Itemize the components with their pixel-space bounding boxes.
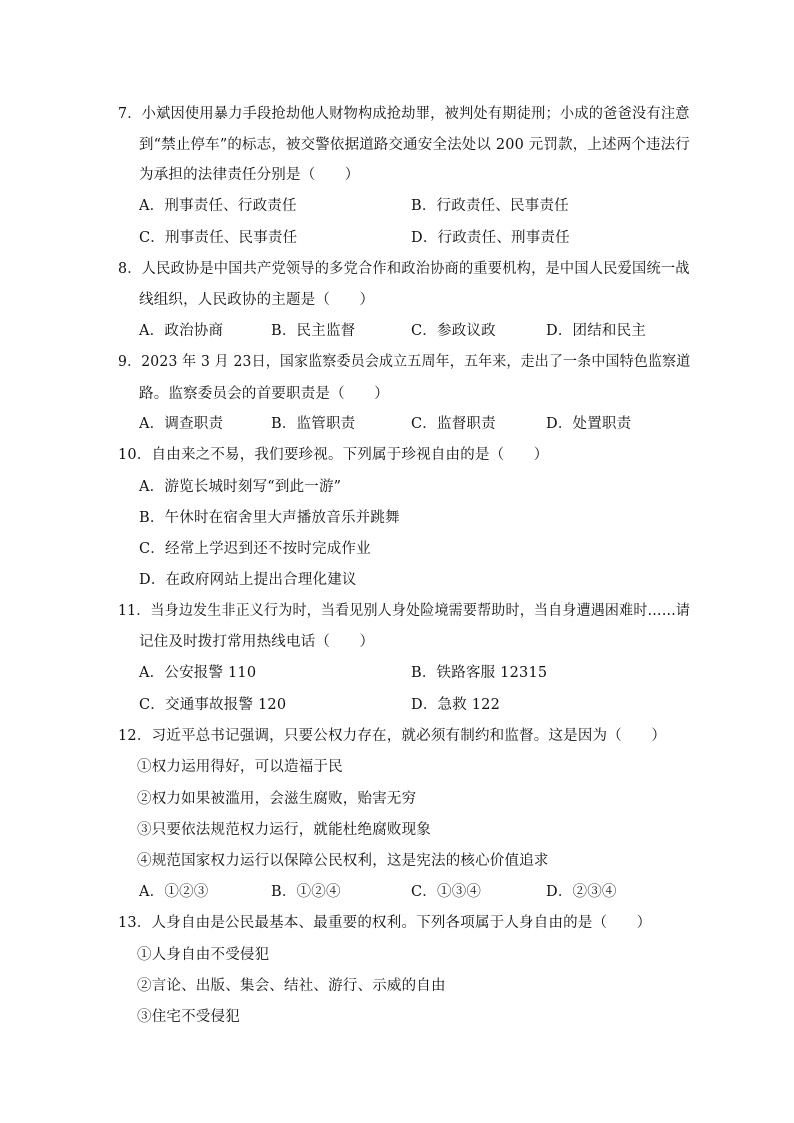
q12-option-d: D．②③④ <box>546 884 617 900</box>
q12-option-a: A．①②③ <box>139 884 209 900</box>
q8-option-b: B．民主监督 <box>271 323 356 339</box>
q11-option-a: A．公安报警 110 <box>139 665 257 681</box>
q12-item-3: ③只要依法规范权力运行，就能杜绝腐败现象 <box>137 822 431 838</box>
q12-option-b: B．①②④ <box>271 884 341 900</box>
q12-stem-line-1: 12．习近平总书记强调，只要公权力存在，就必须有制约和监督。这是因为（ ） <box>118 728 667 744</box>
q11-option-c: C．交通事故报警 120 <box>139 697 287 713</box>
q8-stem-line-2: 线组织，人民政协的主题是（ ） <box>139 292 375 308</box>
q11-stem-line-1: 11．当身边发生非正义行为时，当看见别人身处险境需要帮助时，当自身遭遇困难时……请 <box>118 603 691 619</box>
q7-option-a: A．刑事责任、行政责任 <box>139 198 297 214</box>
q12-item-4: ④规范国家权力运行以保障公民权利，这是宪法的核心价值追求 <box>137 853 549 869</box>
q13-stem-line-1: 13．人身自由是公民最基本、最重要的权利。下列各项属于人身自由的是（ ） <box>118 915 652 931</box>
q11-stem-line-2: 记住及时拨打常用热线电话（ ） <box>139 634 375 650</box>
q9-option-a: A．调查职责 <box>139 416 224 432</box>
q8-option-c: C．参政议政 <box>411 323 496 339</box>
q8-stem-line-1: 8．人民政协是中国共产党领导的多党合作和政治协商的重要机构，是中国人民爱国统一战 <box>118 261 690 277</box>
q10-option-b: B．午休时在宿舍里大声播放音乐并跳舞 <box>139 510 400 526</box>
q13-item-2: ②言论、出版、集会、结社、游行、示威的自由 <box>137 978 446 994</box>
q12-option-c: C．①③④ <box>411 884 482 900</box>
q8-option-a: A．政治协商 <box>139 323 224 339</box>
q7-stem-line-1: 7．小斌因使用暴力手段抢劫他人财物构成抢劫罪，被判处有期徒刑；小成的爸爸没有注意 <box>118 106 690 122</box>
q13-item-3: ③住宅不受侵犯 <box>137 1009 240 1025</box>
q7-stem-line-3: 为承担的法律责任分别是（ ） <box>139 167 360 183</box>
q8-option-d: D．团结和民主 <box>546 323 647 339</box>
q13-item-1: ①人身自由不受侵犯 <box>137 947 270 963</box>
q9-option-c: C．监督职责 <box>411 416 496 432</box>
q9-stem-line-2: 路。监察委员会的首要职责是（ ） <box>139 386 389 402</box>
q10-stem-line-1: 10．自由来之不易，我们要珍视。下列属于珍视自由的是（ ） <box>118 447 549 463</box>
q9-option-d: D．处置职责 <box>546 416 632 432</box>
q10-option-a: A．游览长城时刻写“到此一游” <box>139 479 342 495</box>
q7-stem-line-2: 到“禁止停车”的标志，被交警依据道路交通安全法处以 200 元罚款，上述两个违法行 <box>139 137 690 153</box>
q11-option-d: D．急救 122 <box>411 697 501 713</box>
q9-stem-line-1: 9．2023 年 3 月 23日，国家监察委员会成立五周年，五年来，走出了一条中国特色监察道 <box>118 354 691 370</box>
q12-item-2: ②权力如果被滥用，会滋生腐败，贻害无穷 <box>137 791 417 807</box>
q12-item-1: ①权力运用得好，可以造福于民 <box>137 759 343 775</box>
q10-option-d: D．在政府网站上提出合理化建议 <box>139 572 357 588</box>
q7-option-d: D．行政责任、刑事责任 <box>411 230 570 246</box>
q7-option-b: B．行政责任、民事责任 <box>411 198 569 214</box>
q7-option-c: C．刑事责任、民事责任 <box>139 230 298 246</box>
q10-option-c: C．经常上学迟到还不按时完成作业 <box>139 541 371 557</box>
q11-option-b: B．铁路客服 12315 <box>411 665 548 681</box>
q9-option-b: B．监管职责 <box>271 416 356 432</box>
